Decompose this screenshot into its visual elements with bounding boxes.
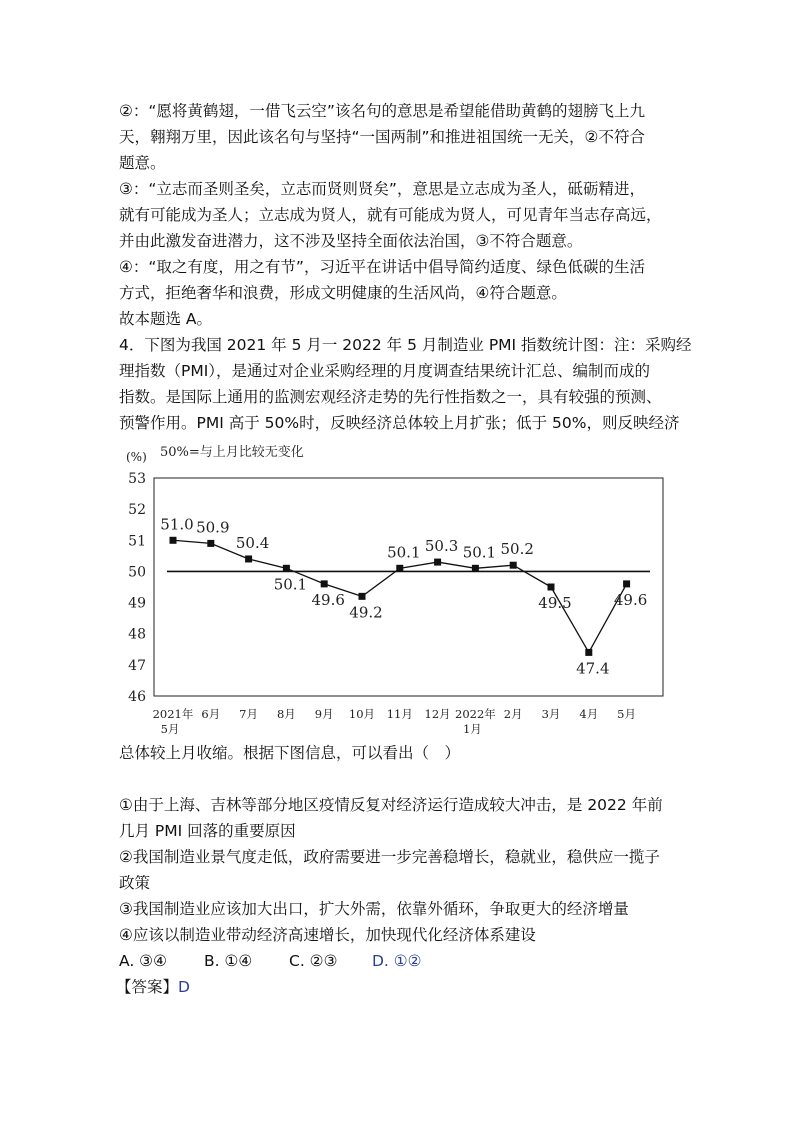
statements-list bbox=[116, 792, 679, 1000]
statement-4: ④应该以制造业带动经济高速增长，加快现代化经济体系建设 bbox=[119, 926, 536, 944]
data-label: 50.1 bbox=[273, 575, 308, 594]
data-point-marker bbox=[170, 537, 177, 544]
data-point-marker bbox=[321, 580, 328, 587]
explanation-text bbox=[119, 98, 692, 436]
x-tick-label: 3月 bbox=[541, 707, 561, 721]
x-tick-label: 5月 bbox=[617, 707, 637, 721]
data-label: 50.1 bbox=[387, 543, 421, 562]
statement-2: ②我国制造业景气度走低，政府需要进一步完善稳增长，稳就业，稳供应一揽子 bbox=[119, 848, 660, 866]
text-line: 方式，拒绝奢华和浪费，形成文明健康的生活风尚，④符合题意。 bbox=[119, 284, 567, 302]
data-label: 51.0 bbox=[160, 515, 194, 534]
data-label: 50.1 bbox=[462, 543, 497, 562]
statement-3: ③我国制造业应该加大出口，扩大外需，依靠外循环，争取更大的经济增量 bbox=[119, 900, 629, 918]
question-text-line: 理指数（PMI），是通过对企业采购经理的月度调查结果统计汇总、编制而成的 bbox=[119, 362, 651, 380]
x-tick-label: 1月 bbox=[462, 722, 482, 736]
y-axis-unit-label: (%) bbox=[126, 450, 147, 464]
y-tick-label: 51 bbox=[128, 533, 146, 550]
data-label: 49.2 bbox=[349, 603, 383, 622]
text-line: ②：“愿将黄鹤翅，一借飞云空”该名句的意思是希望能借助黄鹤的翅膀飞上九 bbox=[119, 102, 645, 120]
y-tick-label: 52 bbox=[128, 502, 146, 519]
x-tick-label: 11月 bbox=[386, 707, 413, 721]
option-a[interactable]: A. ③④ bbox=[119, 952, 167, 970]
answer-label: 【答案】 bbox=[116, 978, 179, 996]
x-tick-label: 2021年 bbox=[152, 707, 194, 721]
x-tick-label: 2月 bbox=[503, 707, 523, 721]
statement-1: ①由于上海、吉林等部分地区疫情反复对经济运行造成较大冲击，是 2022 年前 bbox=[119, 796, 663, 814]
x-tick-label: 6月 bbox=[201, 707, 221, 721]
pmi-line-chart bbox=[118, 440, 678, 740]
text-line: 并由此激发奋进潜力，这不涉及坚持全面依法治国，③不符合题意。 bbox=[119, 232, 583, 250]
y-tick-label: 47 bbox=[128, 657, 146, 674]
data-point-marker bbox=[207, 540, 214, 547]
data-point-marker bbox=[396, 565, 403, 572]
text-line: 就有可能成为圣人；立志成为贤人，就有可能成为贤人，可见青年当志存高远， bbox=[119, 206, 662, 224]
option-d[interactable]: D. ①② bbox=[372, 952, 422, 970]
data-point-marker bbox=[359, 593, 366, 600]
y-tick-label: 48 bbox=[128, 626, 146, 643]
question-text-line: 4．下图为我国 2021 年 5 月一 2022 年 5 月制造业 PMI 指数统计图：注：采购经 bbox=[119, 336, 692, 354]
answer-line bbox=[116, 974, 679, 1000]
x-tick-label: 7月 bbox=[239, 707, 259, 721]
question-continuation bbox=[119, 740, 679, 766]
data-point-marker bbox=[510, 562, 517, 569]
x-tick-label: 10月 bbox=[348, 707, 376, 721]
statement-1-cont: 几月 PMI 回落的重要原因 bbox=[119, 822, 296, 840]
answer-value: D bbox=[178, 978, 190, 996]
data-label: 49.5 bbox=[538, 594, 572, 612]
data-label: 50.9 bbox=[196, 518, 230, 537]
text-line: 天，翱翔万里，因此该名句与坚持“一国两制”和推进祖国统一无关，②不符合 bbox=[119, 128, 645, 146]
chart-annotation: 50%=与上月比较无变化 bbox=[160, 445, 304, 460]
data-point-marker bbox=[283, 565, 290, 572]
x-tick-label: 2022年 bbox=[455, 707, 496, 721]
data-point-marker bbox=[245, 555, 252, 562]
y-tick-label: 53 bbox=[128, 471, 146, 487]
x-tick-label: 9月 bbox=[314, 707, 334, 721]
data-label: 50.3 bbox=[424, 537, 459, 556]
data-point-marker bbox=[623, 580, 630, 587]
data-label: 47.4 bbox=[576, 659, 610, 678]
y-tick-label: 50 bbox=[128, 564, 146, 581]
data-label: 49.6 bbox=[613, 590, 648, 609]
x-tick-label: 8月 bbox=[276, 707, 296, 721]
data-label: 50.4 bbox=[235, 533, 270, 552]
data-label: 49.6 bbox=[311, 590, 345, 609]
statement-2-cont: 政策 bbox=[119, 874, 151, 892]
question-text-line: 指数。是国际上通用的监测宏观经济走势的先行性指数之一，具有较强的预测、 bbox=[119, 388, 662, 406]
x-tick-label: 5月 bbox=[160, 722, 180, 736]
text-line: 题意。 bbox=[119, 154, 166, 172]
data-point-marker bbox=[548, 584, 555, 591]
y-tick-label: 46 bbox=[128, 689, 146, 705]
text-line: 故本题选 A。 bbox=[119, 310, 213, 328]
question-prompt: 总体较上月收缩。根据下图信息，可以看出（ ） bbox=[119, 744, 461, 762]
question-text-line: 预警作用。PMI 高于 50%时，反映经济总体较上月扩张；低于 50%，则反映经济 bbox=[119, 414, 680, 432]
option-b[interactable]: B. ①④ bbox=[204, 952, 253, 970]
text-line: ③：“立志而圣则圣矣，立志而贤则贤矣”，意思是立志成为圣人，砥砺精进， bbox=[119, 180, 645, 198]
data-point-marker bbox=[434, 559, 441, 566]
x-tick-label: 4月 bbox=[579, 707, 599, 721]
data-point-marker bbox=[585, 649, 592, 656]
answer-options bbox=[119, 948, 679, 974]
y-tick-label: 49 bbox=[128, 595, 146, 612]
x-tick-label: 12月 bbox=[424, 707, 451, 721]
option-c[interactable]: C. ②③ bbox=[289, 952, 338, 970]
text-line: ④：“取之有度，用之有节”，习近平在讲话中倡导简约适度、绿色低碳的生活 bbox=[119, 258, 645, 276]
data-label: 50.2 bbox=[500, 540, 534, 559]
data-point-marker bbox=[472, 565, 479, 572]
